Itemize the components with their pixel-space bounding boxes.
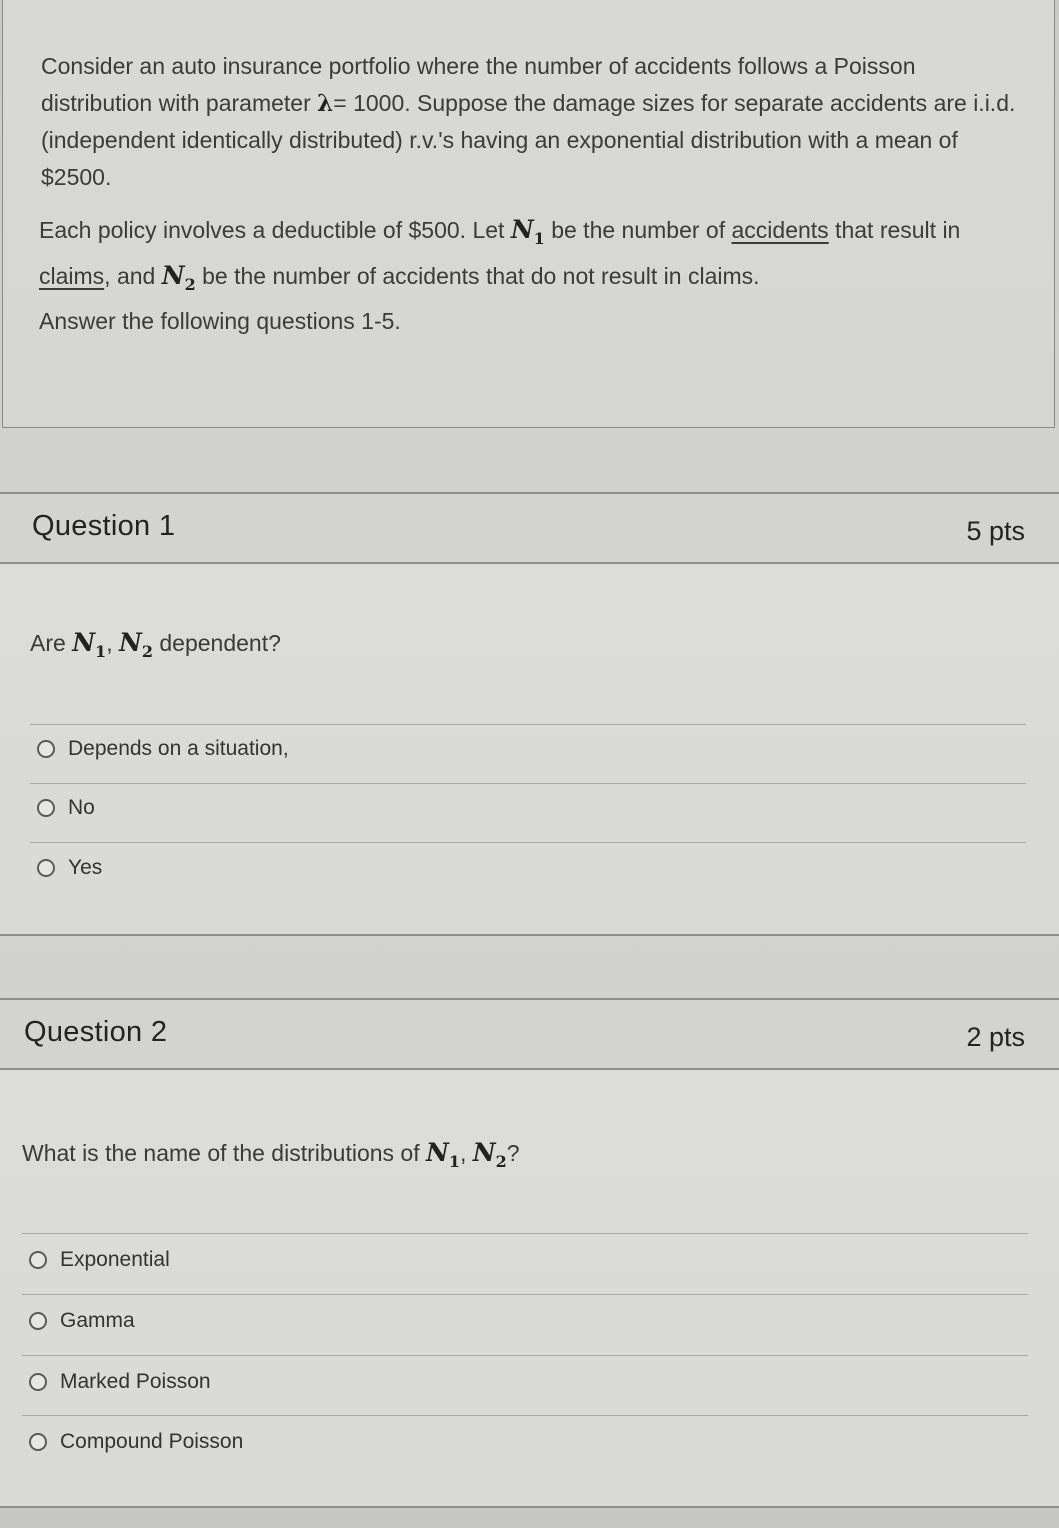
variable-n1 — [425, 1138, 460, 1171]
divider — [22, 1294, 1028, 1295]
question-text: , — [106, 630, 119, 656]
option-label: Yes — [68, 856, 103, 879]
question-text: , — [459, 1140, 473, 1166]
variable-subscript: 2 — [184, 274, 196, 294]
divider — [22, 1415, 1028, 1416]
q2-option-exponential[interactable] — [29, 1240, 170, 1280]
question-1-header — [0, 492, 1059, 564]
radio-button[interactable] — [29, 1373, 47, 1391]
variable-letter: N — [425, 1138, 449, 1167]
question-1-text — [30, 628, 281, 661]
variable-letter: N — [472, 1138, 496, 1167]
radio-button[interactable] — [29, 1251, 47, 1269]
intro-panel — [2, 0, 1055, 428]
q1-option-yes[interactable] — [37, 848, 102, 888]
variable-subscript: 2 — [141, 642, 153, 661]
intro-text: that result in — [828, 217, 961, 243]
variable-subscript: 2 — [495, 1152, 507, 1171]
question-text: What is the name of the distributions of — [22, 1140, 426, 1166]
question-text: ? — [506, 1140, 520, 1166]
accidents-link[interactable]: accidents — [731, 217, 829, 243]
intro-text: be the number of — [544, 217, 732, 243]
intro-paragraph-1 — [41, 48, 1021, 195]
question-1-body — [0, 564, 1059, 936]
q1-option-depends[interactable] — [37, 729, 289, 769]
option-label: Exponential — [60, 1248, 170, 1271]
intro-text: Consider an auto insurance portfolio where the number of accidents follows a Poisson distribution with parameter — [41, 53, 916, 116]
radio-button[interactable] — [37, 740, 55, 758]
lambda-symbol: λ — [317, 89, 334, 117]
option-label: Gamma — [60, 1309, 135, 1332]
claims-link[interactable]: claims — [39, 262, 105, 289]
question-2-points: 2 pts — [966, 1022, 1025, 1052]
intro-paragraph-2 — [39, 212, 1029, 303]
variable-letter: N — [510, 215, 534, 244]
radio-button[interactable] — [37, 859, 55, 877]
question-2-body — [0, 1070, 1059, 1508]
q2-option-gamma[interactable] — [29, 1301, 135, 1341]
divider — [30, 724, 1026, 725]
variable-n1 — [72, 628, 107, 661]
variable-letter: N — [118, 628, 142, 657]
intro-text: Each policy involves a deductible of $500. Let — [39, 217, 511, 243]
variable-letter: N — [72, 628, 96, 657]
question-text: dependent? — [152, 630, 281, 656]
question-1-points: 5 pts — [966, 516, 1025, 546]
radio-button[interactable] — [29, 1433, 47, 1451]
question-text: Are — [30, 630, 73, 656]
variable-n2 — [472, 1138, 507, 1171]
variable-n1 — [510, 215, 545, 248]
radio-button[interactable] — [29, 1312, 47, 1330]
variable-subscript: 1 — [95, 642, 107, 661]
variable-letter: N — [161, 260, 185, 290]
divider — [22, 1233, 1028, 1234]
variable-subscript: 1 — [448, 1152, 460, 1171]
intro-text: be the number of accidents that do not result in claims. — [195, 262, 760, 289]
radio-button[interactable] — [37, 799, 55, 817]
q1-option-no[interactable] — [37, 788, 95, 828]
option-label: Compound Poisson — [60, 1430, 244, 1453]
intro-text: , and — [104, 262, 162, 289]
variable-subscript: 1 — [533, 229, 545, 248]
option-label: Marked Poisson — [60, 1370, 211, 1393]
question-2-header — [0, 998, 1059, 1070]
divider — [30, 783, 1026, 784]
q2-option-marked-poisson[interactable] — [29, 1362, 211, 1402]
divider — [30, 842, 1026, 843]
option-label: No — [68, 796, 95, 819]
divider — [22, 1355, 1028, 1356]
variable-n2 — [118, 628, 153, 661]
question-1-title: Question 1 — [32, 510, 176, 542]
question-2-title: Question 2 — [24, 1016, 168, 1048]
intro-paragraph-3: Answer the following questions 1-5. — [39, 308, 401, 334]
intro-text: = 1000. Suppose the damage sizes for separate accidents are i.i.d. (independent identically distributed) r.v.'s having an exponential distribution with a mean of $2500. — [41, 89, 1016, 190]
question-2-text — [22, 1138, 520, 1171]
q2-option-compound-poisson[interactable] — [29, 1422, 243, 1462]
option-label: Depends on a situation, — [68, 737, 289, 760]
variable-n2 — [161, 260, 196, 294]
